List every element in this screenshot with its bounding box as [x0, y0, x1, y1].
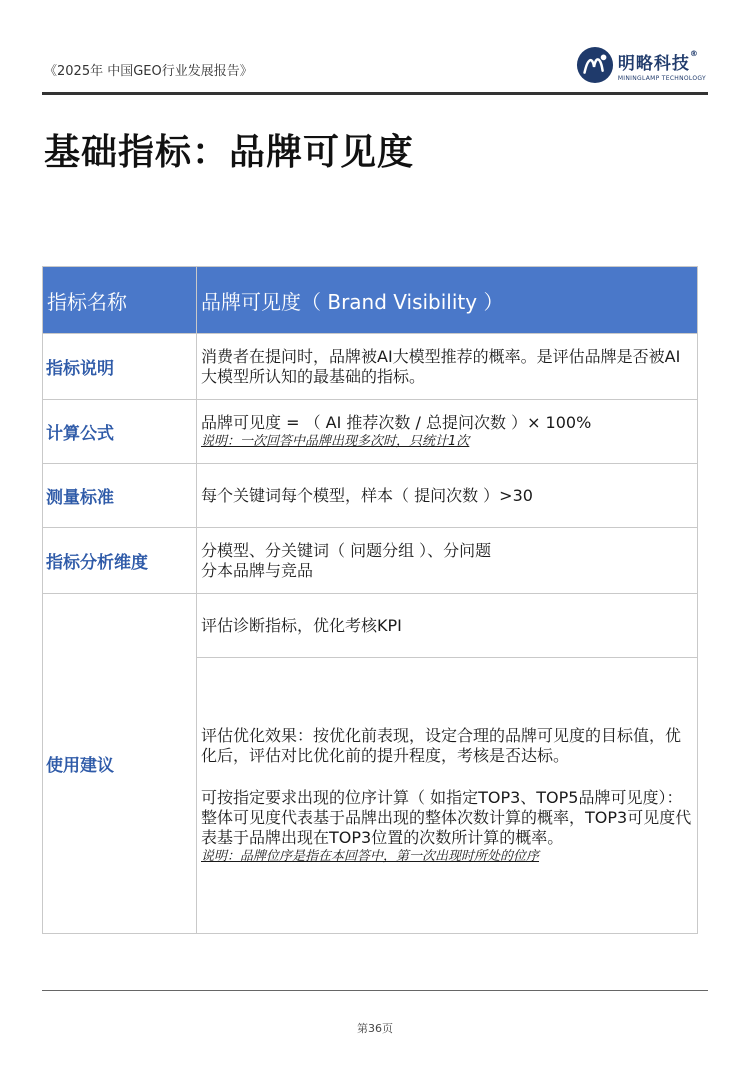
table-row	[43, 528, 698, 594]
table-row	[43, 400, 698, 464]
header-value-cell: 品牌可见度（ Brand Visibility ）	[197, 267, 698, 334]
dimensions-line-1: 分模型、分关键词（ 问题分组 ）、分问题	[201, 540, 492, 560]
usage-item-2-paragraph-2: 可按指定要求出现的位序计算（ 如指定TOP3、TOP5品牌可见度）：整体可见度代表基于品牌出现的整体次数计算的概率，TOP3可见度代表基于品牌出现在TOP3位置的次数所计算的概率。	[201, 787, 692, 847]
table-row	[43, 334, 698, 400]
table-header-row	[43, 267, 698, 334]
footer-divider	[42, 990, 708, 991]
metric-table	[42, 266, 698, 934]
formula-note: 说明：一次回答中品牌出现多次时，只统计1次	[201, 433, 470, 449]
header-name-cell: 指标名称	[43, 267, 197, 334]
table-row	[43, 464, 698, 528]
usage-item-2-note: 说明：品牌位序是指在本回答中，第一次出现时所处的位序	[201, 848, 540, 864]
page-number: 第36页	[357, 1022, 393, 1035]
dimensions-line-2: 分本品牌与竞品	[201, 560, 314, 580]
company-logo	[576, 46, 706, 84]
row-label-measurement: 测量标准	[43, 464, 197, 528]
logo-english-name: MININGLAMP TECHNOLOGY	[617, 74, 706, 82]
registered-mark: ®	[689, 48, 699, 58]
table-row	[43, 594, 698, 658]
usage-item-1: 评估诊断指标，优化考核KPI	[197, 594, 698, 658]
logo-name: 明略科技	[617, 53, 690, 74]
page-title: 基础指标：品牌可见度	[44, 132, 415, 173]
row-label-formula: 计算公式	[43, 400, 197, 464]
logo-mark-icon	[576, 46, 614, 84]
row-label-description: 指标说明	[43, 334, 197, 400]
row-value-description: 消费者在提问时，品牌被AI大模型推荐的概率。是评估品牌是否被AI大模型所认知的最基础的指标。	[197, 334, 698, 400]
report-header	[42, 40, 708, 95]
report-title: 《2025年 中国GEO行业发展报告》	[44, 64, 253, 79]
row-label-usage: 使用建议	[43, 594, 197, 934]
formula-text: 品牌可见度 = （ AI 推荐次数 / 总提问次数 ）× 100%	[201, 412, 592, 432]
row-label-dimensions: 指标分析维度	[43, 528, 197, 594]
usage-item-2-paragraph-1: 评估优化效果：按优化前表现，设定合理的品牌可见度的目标值，优化后，评估对比优化前的提升程度，考核是否达标。	[201, 725, 682, 765]
row-value-measurement: 每个关键词每个模型，样本（ 提问次数 ）>30	[197, 464, 698, 528]
